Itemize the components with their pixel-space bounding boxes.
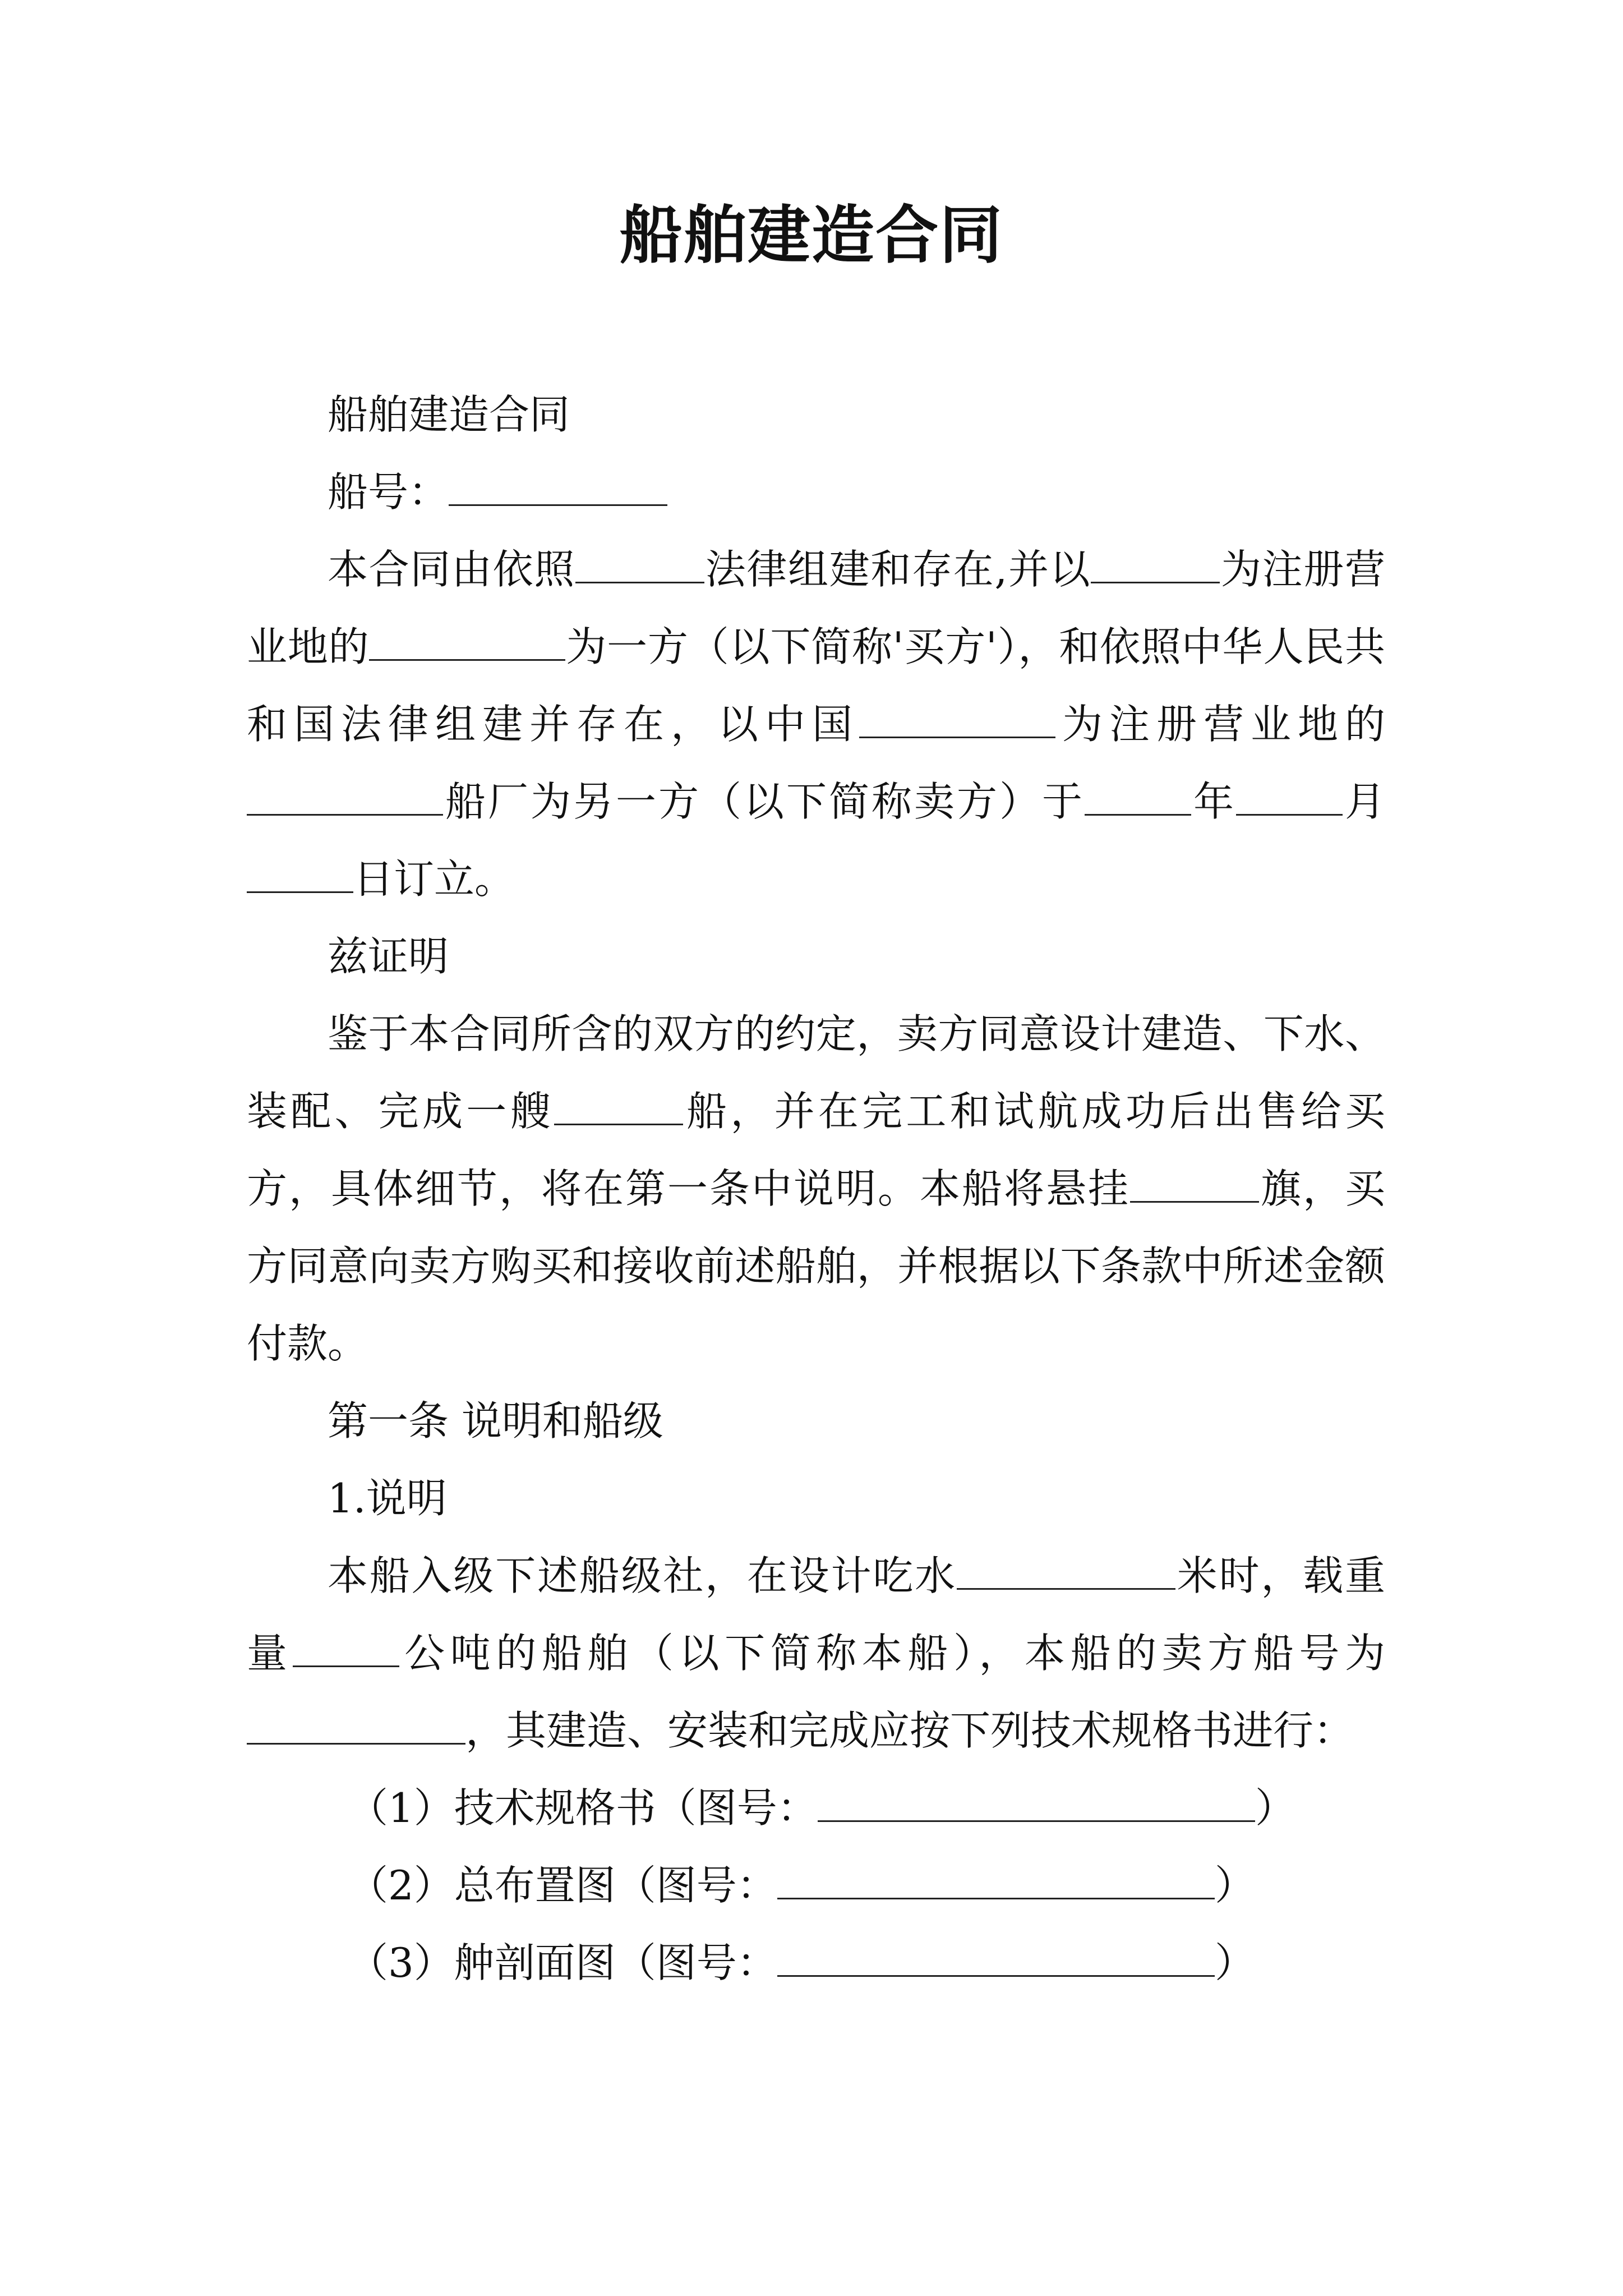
ship-type-blank[interactable]	[554, 1087, 683, 1125]
month-blank[interactable]	[1236, 777, 1343, 816]
buyer-name-blank[interactable]	[369, 623, 565, 661]
buyer-address-blank[interactable]	[1091, 545, 1220, 583]
deadweight-blank[interactable]	[293, 1629, 399, 1667]
general-arrangement-number-blank[interactable]	[777, 1861, 1215, 1899]
section-1-heading: 1.说明	[328, 1475, 447, 1522]
design-draft-blank[interactable]	[957, 1552, 1175, 1590]
year-blank[interactable]	[1085, 777, 1191, 816]
seller-hull-number-blank[interactable]	[247, 1706, 465, 1745]
governing-law-blank[interactable]	[575, 545, 704, 583]
ship-number-blank[interactable]	[449, 468, 667, 506]
list-item: （3）舯剖面图（图号： ）	[348, 1939, 1255, 1986]
flag-blank[interactable]	[1130, 1165, 1259, 1203]
subtitle: 船舶建造合同	[328, 391, 570, 438]
intro-paragraph: 本合同由依照 法律组建和存在,并以 为注册营业地的 为一方（以下简称'买方'），和依照中华人民共和国法律组建并存在，以中国 为注册营业地的船厂为另一方（以下简称卖方）于 年 月日订立。	[247, 546, 1385, 903]
witness-line: 兹证明	[328, 933, 449, 980]
spec-drawing-number-blank[interactable]	[818, 1784, 1255, 1822]
article-1-heading: 第一条 说明和船级	[328, 1397, 663, 1444]
document-title: 船舶建造合同	[620, 199, 1003, 272]
document-body	[247, 376, 1385, 2001]
day-blank[interactable]	[247, 855, 353, 893]
seller-address-blank[interactable]	[859, 700, 1055, 738]
shipyard-name-blank[interactable]	[247, 777, 443, 816]
whereas-paragraph: 鉴于本合同所含的双方的约定，卖方同意设计建造、下水、装配、完成一艘 船，并在完工和试航成功后出售给买方，具体细节，将在第一条中说明。本船将悬挂 旗，买方同意向卖方购买和接收前述船舶，并根据以下条款中所述金额付款。	[247, 1010, 1385, 1367]
midship-section-number-blank[interactable]	[777, 1939, 1215, 1977]
description-paragraph: 本船入级下述船级社，在设计吃水 米时，载重量 公吨的船舶（以下简称本船），本船的卖方船号为，其建造、安装和完成应按下列技术规格书进行：	[247, 1552, 1385, 1754]
list-item: （1）技术规格书（图号： ）	[348, 1784, 1295, 1832]
ship-number-line: 船号：	[247, 453, 1385, 531]
list-item: （2）总布置图（图号： ）	[348, 1862, 1255, 1909]
